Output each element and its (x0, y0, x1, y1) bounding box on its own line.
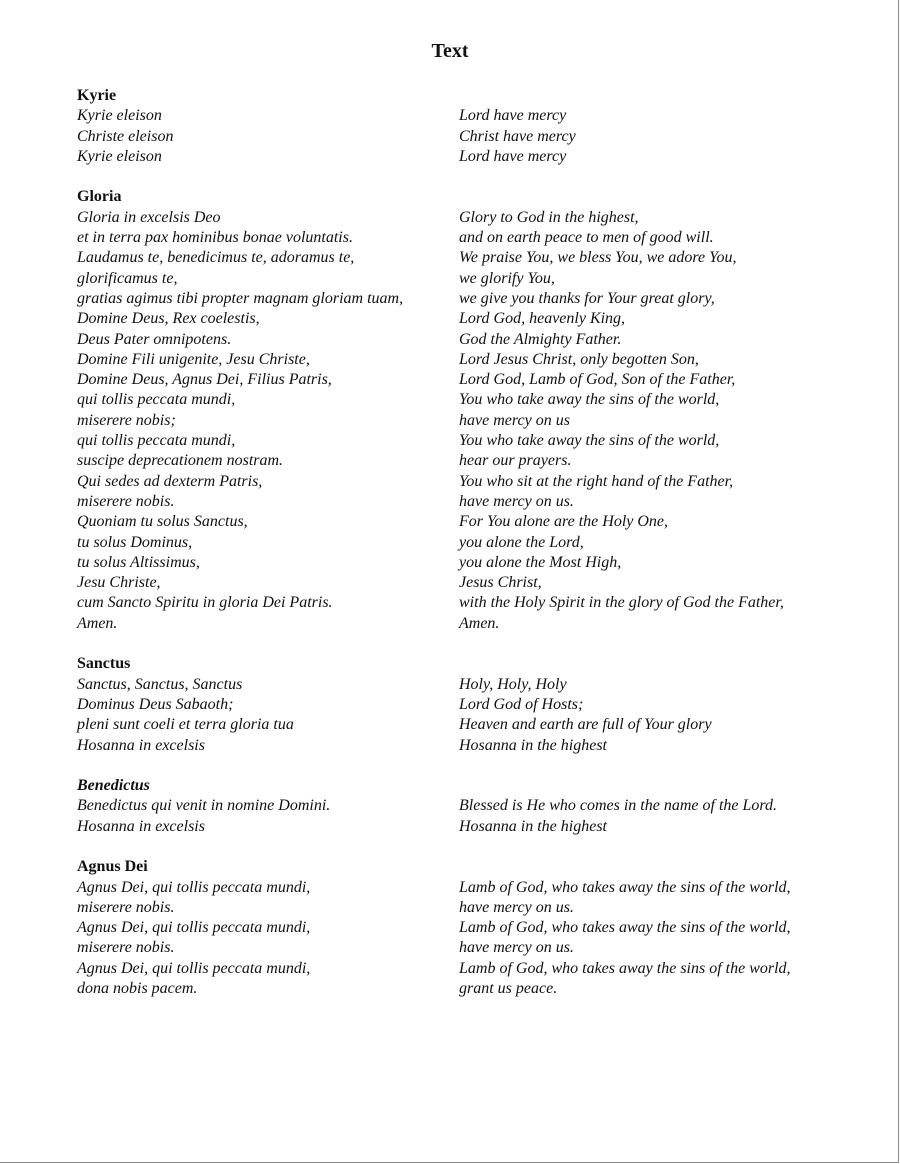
latin-text: Domine Deus, Agnus Dei, Filius Patris, (77, 371, 332, 389)
section-gloria (77, 187, 857, 634)
text-line (77, 898, 857, 918)
section-heading: Gloria (77, 188, 122, 206)
text-line (77, 736, 857, 756)
text-line (77, 208, 857, 228)
english-translation: have mercy on us. (459, 492, 574, 510)
section-heading: Benedictus (77, 777, 150, 795)
latin-text: Laudamus te, benedicimus te, adoramus te, (77, 249, 355, 267)
latin-text: miserere nobis; (77, 411, 176, 429)
english-translation: Amen. (459, 614, 500, 632)
latin-text: Deus Pater omnipotens. (77, 330, 232, 348)
english-translation: Glory to God in the highest, (459, 208, 639, 226)
english-translation: we glorify You, (459, 269, 555, 287)
english-translation: Hosanna in the highest (459, 817, 607, 835)
latin-text: Agnus Dei, qui tollis peccata mundi, (77, 878, 311, 896)
english-translation: For You alone are the Holy One, (459, 513, 669, 531)
text-line (77, 878, 857, 898)
english-translation: Holy, Holy, Holy (459, 675, 567, 693)
text-line (77, 553, 857, 573)
latin-text: Domine Deus, Rex coelestis, (77, 310, 260, 328)
text-line (77, 675, 857, 695)
english-translation: and on earth peace to men of good will. (459, 229, 714, 247)
latin-text: gratias agimus tibi propter magnam gloriam tuam, (77, 289, 404, 307)
english-translation: Lord have mercy (459, 107, 567, 125)
english-translation: have mercy on us. (459, 898, 574, 916)
section-kyrie (77, 86, 857, 167)
document-title: Text (431, 40, 469, 62)
text-line (77, 472, 857, 492)
english-translation: You who sit at the right hand of the Father, (459, 472, 734, 490)
latin-text: Jesu Christe, (77, 574, 161, 592)
english-translation: We praise You, we bless You, we adore You, (459, 249, 737, 267)
text-line (77, 512, 857, 532)
latin-text: Dominus Deus Sabaoth; (77, 695, 234, 713)
text-line (77, 411, 857, 431)
latin-text: glorificamus te, (77, 269, 178, 287)
text-line (77, 147, 857, 167)
latin-text: Hosanna in excelsis (77, 817, 205, 835)
english-translation: God the Almighty Father. (459, 330, 622, 348)
english-translation: we give you thanks for Your great glory, (459, 289, 715, 307)
english-translation: with the Holy Spirit in the glory of God the Father, (459, 594, 784, 612)
text-line (77, 593, 857, 613)
english-translation: You who take away the sins of the world, (459, 432, 720, 450)
english-translation: Lamb of God, who takes away the sins of the world, (459, 959, 791, 977)
english-translation: Lord God, heavenly King, (459, 310, 626, 328)
text-line (77, 228, 857, 248)
latin-text: qui tollis peccata mundi, (77, 432, 236, 450)
section-heading: Agnus Dei (77, 858, 148, 876)
text-line (77, 370, 857, 390)
latin-text: Sanctus, Sanctus, Sanctus (77, 675, 243, 693)
latin-text: et in terra pax hominibus bonae voluntatis. (77, 229, 353, 247)
english-translation: Christ have mercy (459, 127, 576, 145)
latin-text: Gloria in excelsis Deo (77, 208, 221, 226)
latin-text: Hosanna in excelsis (77, 736, 205, 754)
latin-text: pleni sunt coeli et terra gloria tua (77, 716, 294, 734)
latin-text: tu solus Dominus, (77, 533, 193, 551)
text-line (77, 938, 857, 958)
latin-text: cum Sancto Spiritu in gloria Dei Patris. (77, 594, 333, 612)
text-line (77, 451, 857, 471)
english-translation: You who take away the sins of the world, (459, 391, 720, 409)
english-translation: you alone the Most High, (459, 553, 622, 571)
text-line (77, 431, 857, 451)
english-translation: Lord have mercy (459, 147, 567, 165)
text-line (77, 979, 857, 999)
latin-text: Kyrie eleison (77, 107, 162, 125)
english-translation: Lord God, Lamb of God, Son of the Father, (459, 371, 736, 389)
text-line (77, 715, 857, 735)
section-agnus-dei (77, 857, 857, 999)
english-translation: grant us peace. (459, 980, 558, 998)
section-sanctus (77, 654, 857, 755)
latin-text: Qui sedes ad dexterm Patris, (77, 472, 263, 490)
latin-text: Domine Fili unigenite, Jesu Christe, (77, 350, 310, 368)
text-line (77, 330, 857, 350)
text-line (77, 309, 857, 329)
section-heading: Kyrie (77, 87, 117, 104)
text-line (77, 269, 857, 289)
text-line (77, 106, 857, 126)
text-line (77, 614, 857, 634)
text-line (77, 350, 857, 370)
latin-text: Quoniam tu solus Sanctus, (77, 513, 248, 531)
english-translation: Hosanna in the highest (459, 736, 607, 754)
mass-text-content (77, 86, 857, 1020)
latin-text: Christe eleison (77, 127, 174, 145)
english-translation: have mercy on us. (459, 939, 574, 957)
text-line (77, 127, 857, 147)
english-translation: Heaven and earth are full of Your glory (459, 716, 712, 734)
text-line (77, 573, 857, 593)
text-line (77, 796, 857, 816)
text-line (77, 492, 857, 512)
english-translation: you alone the Lord, (459, 533, 584, 551)
english-translation: Lord Jesus Christ, only begotten Son, (459, 350, 699, 368)
latin-text: miserere nobis. (77, 939, 175, 957)
section-heading: Sanctus (77, 655, 131, 673)
text-line (77, 817, 857, 837)
english-translation: have mercy on us (459, 411, 570, 429)
latin-text: Amen. (77, 614, 118, 632)
latin-text: miserere nobis. (77, 492, 175, 510)
section-benedictus (77, 776, 857, 837)
text-line (77, 959, 857, 979)
text-line (77, 918, 857, 938)
english-translation: Lamb of God, who takes away the sins of the world, (459, 919, 791, 937)
text-line (77, 695, 857, 715)
latin-text: Benedictus qui venit in nomine Domini. (77, 797, 331, 815)
latin-text: Agnus Dei, qui tollis peccata mundi, (77, 959, 311, 977)
text-line (77, 533, 857, 553)
english-translation: Blessed is He who comes in the name of the Lord. (459, 797, 778, 815)
text-line (77, 289, 857, 309)
english-translation: Jesus Christ, (459, 574, 542, 592)
latin-text: suscipe deprecationem nostram. (77, 452, 284, 470)
latin-text: tu solus Altissimus, (77, 553, 200, 571)
latin-text: miserere nobis. (77, 898, 175, 916)
latin-text: dona nobis pacem. (77, 980, 198, 998)
latin-text: Agnus Dei, qui tollis peccata mundi, (77, 919, 311, 937)
english-translation: Lamb of God, who takes away the sins of the world, (459, 878, 791, 896)
text-line (77, 390, 857, 410)
latin-text: Kyrie eleison (77, 147, 162, 165)
latin-text: qui tollis peccata mundi, (77, 391, 236, 409)
text-line (77, 248, 857, 268)
english-translation: hear our prayers. (459, 452, 572, 470)
english-translation: Lord God of Hosts; (459, 695, 584, 713)
